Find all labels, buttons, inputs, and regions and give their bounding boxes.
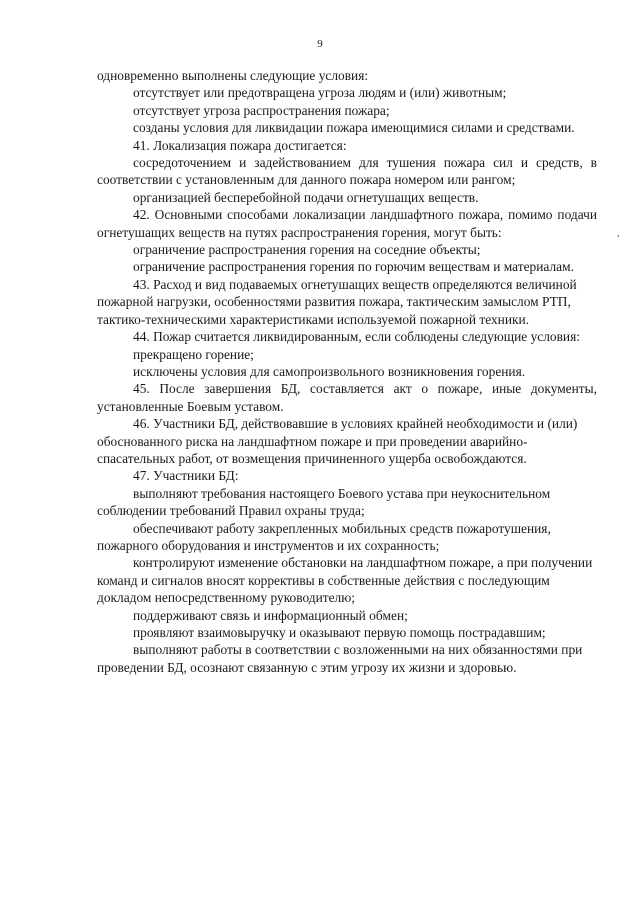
- paragraph: исключены условия для самопроизвольного возникновения горения.: [133, 363, 526, 379]
- section-46: 46. Участники БД, действовавшие в условиях крайней необходимости и (или) обоснованного риска на ландшафтном пожаре и при проведении аварийно-спасательных работ, от возмещения причиненного ущерба освобождаются.: [97, 416, 578, 466]
- paragraph: выполняют работы в соответствии с возложенными на них обязанностями при проведении БД, осознают связанную с этим угрозу их жизни и здоровью.: [97, 642, 583, 675]
- paragraph: поддерживают связь и информационный обмен;: [133, 607, 408, 623]
- section-45: 45. После завершения БД, составляется акт о пожаре, иные документы, установленные Боевым уставом.: [97, 381, 597, 414]
- section-47: 47. Участники БД:: [133, 468, 239, 484]
- section-44: 44. Пожар считается ликвидированным, если соблюдены следующие условия:: [133, 329, 580, 345]
- section-43: 43. Расход и вид подаваемых огнетушащих веществ определяются величиной пожарной нагрузки, особенностями развития пожара, тактическим замыслом РТП, тактико-техническими характеристиками используемой пожарной техники.: [97, 276, 577, 327]
- paragraph: отсутствует или предотвращена угроза людям и (или) животным;: [133, 85, 507, 101]
- paragraph: контролируют изменение обстановки на ландшафтном пожаре, а при получении команд и сигналов вносят коррективы в собственные действия с последующим докладом непосредственному руководителю;: [97, 555, 593, 606]
- document-body: [97, 67, 597, 676]
- paragraph: обеспечивают работу закрепленных мобильных средств пожаротушения, пожарного оборудования и инструментов и их сохранность;: [97, 520, 551, 553]
- paragraph: проявляют взаимовыручку и оказывают первую помощь пострадавшим;: [133, 625, 546, 640]
- section-42: 42. Основными способами локализации ландшафтного пожара, помимо подачи огнетушащих веществ на путях распространения горения, могут быть:: [97, 207, 597, 240]
- margin-mark: ,: [617, 228, 620, 239]
- paragraph: созданы условия для ликвидации пожара имеющимися силами и средствами.: [133, 120, 575, 136]
- paragraph: организацией бесперебойной подачи огнетушащих веществ.: [133, 189, 479, 205]
- paragraph: прекращено горение;: [133, 346, 254, 362]
- page-number: 9: [317, 38, 323, 50]
- paragraph: отсутствует угроза распространения пожара;: [133, 102, 390, 118]
- paragraph: одновременно выполнены следующие условия:: [97, 68, 369, 83]
- paragraph: выполняют требования настоящего Боевого устава при неукоснительном соблюдении требований Правил охраны труда;: [97, 485, 551, 519]
- paragraph: ограничение распространения горения на соседние объекты;: [133, 242, 481, 258]
- section-41: 41. Локализация пожара достигается:: [133, 137, 347, 153]
- paragraph: сосредоточением и задействованием для тушения пожара сил и средств, в соответствии с установленным для данного пожара номером или рангом;: [97, 155, 597, 188]
- paragraph: ограничение распространения горения по горючим веществам и материалам.: [133, 259, 574, 275]
